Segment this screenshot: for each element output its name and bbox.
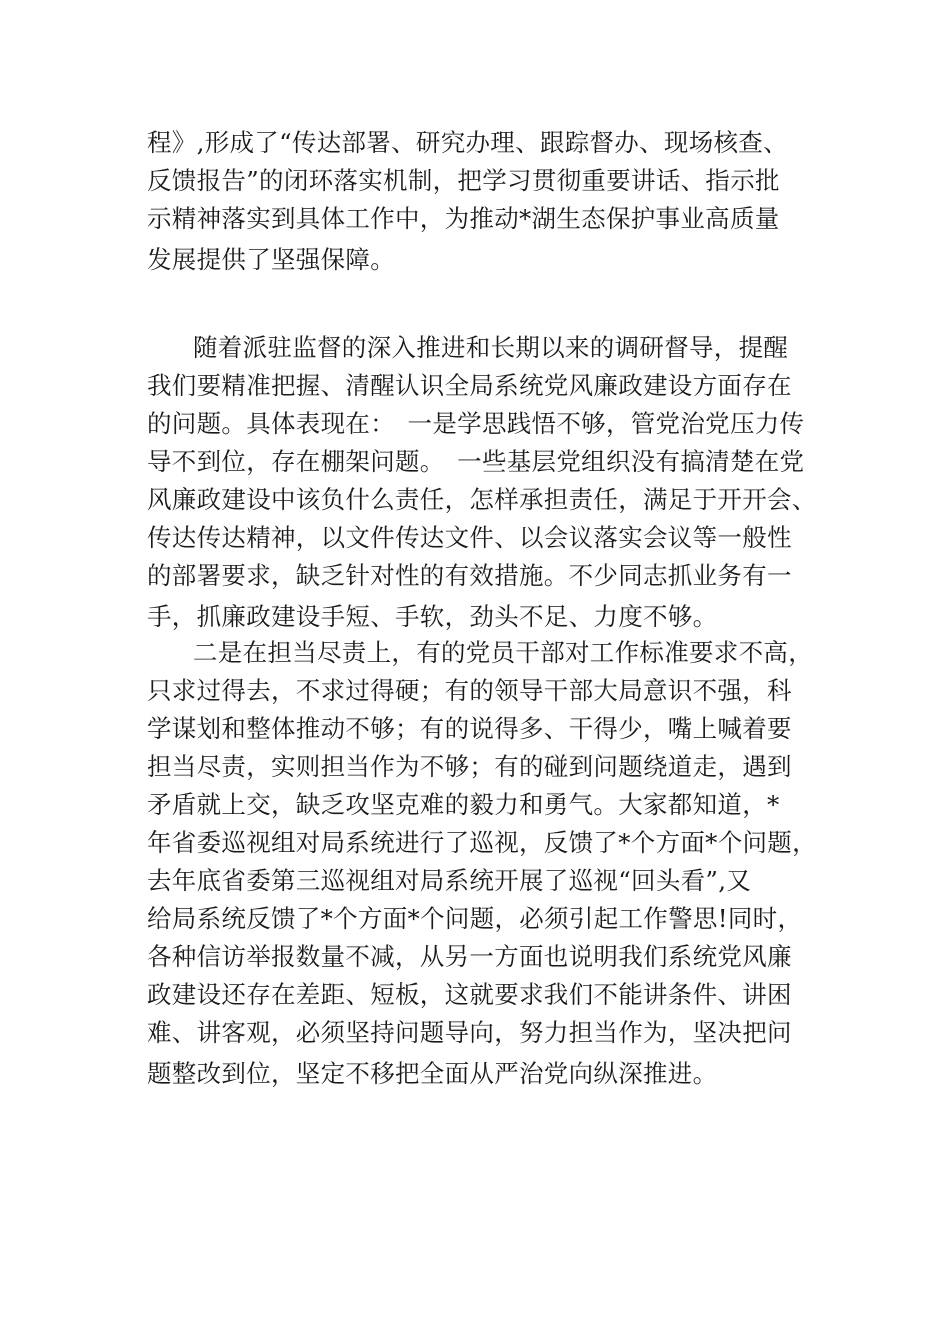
paragraph-line: 发展提供了坚强保障。 (147, 245, 395, 274)
paragraph-line: 导不到位，存在棚架问题。 一些基层党组织没有搞清楚在党 (147, 447, 805, 476)
paragraph-line: 政建设还存在差距、短板，这就要求我们不能讲条件、讲困 (147, 980, 792, 1009)
paragraph-3 (147, 634, 817, 1096)
paragraph-line: 的问题。具体表现在： 一是学思践悟不够，管党治党压力传 (147, 409, 805, 438)
paragraph-line: 我们要精准把握、清醒认识全局系统党风廉政建设方面存在 (147, 371, 792, 400)
paragraph-line: 的部署要求，缺乏针对性的有效措施。不少同志抓业务有一 (147, 561, 792, 590)
paragraph-line: 年省委巡视组对局系统进行了巡视，反馈了*个方面*个问题， (147, 828, 817, 857)
paragraph-line: 学谋划和整体推动不够；有的说得多、干得少，嘴上喊着要 (147, 714, 792, 743)
paragraph-line: 程》,形成了“传达部署、研究办理、跟踪督办、现场核查、 (147, 128, 788, 157)
paragraph-line: 手，抓廉政建设手短、手软，劲头不足、力度不够。 (147, 602, 718, 631)
paragraph-line: 矛盾就上交，缺乏攻坚克难的毅力和勇气。大家都知道，* (147, 790, 780, 819)
paragraph-line: 随着派驻监督的深入推进和长期以来的调研督导，提醒 (193, 333, 789, 362)
paragraph-1 (147, 124, 807, 282)
paragraph-line: 去年底省委第三巡视组对局系统开展了巡视“回头看”,又 (147, 866, 752, 895)
paragraph-line: 只求过得去，不求过得硬；有的领导干部大局意识不强，科 (147, 676, 792, 705)
paragraph-line: 示精神落实到具体工作中，为推动*湖生态保护事业高质量 (147, 204, 780, 233)
paragraph-line: 二是在担当尽责上，有的党员干部对工作标准要求不高， (193, 638, 813, 667)
paragraph-line: 题整改到位，坚定不移把全面从严治党向纵深推进。 (147, 1059, 718, 1088)
paragraph-line: 风廉政建设中该负什么责任，怎样承担责任，满足于开开会、 (147, 485, 817, 514)
paragraph-line: 担当尽责，实则担当作为不够；有的碰到问题绕道走，遇到 (147, 752, 792, 781)
paragraph-line: 难、讲客观，必须坚持问题导向，努力担当作为，坚决把问 (147, 1018, 792, 1047)
paragraph-line: 各种信访举报数量不减，从另一方面也说明我们系统党风廉 (147, 942, 792, 971)
paragraph-line: 反馈报告”的闭环落实机制，把学习贯彻重要讲话、指示批 (147, 166, 780, 195)
paragraph-line: 给局系统反馈了*个方面*个问题，必须引起工作警思!同时， (147, 904, 803, 933)
paragraph-line: 传达传达精神，以文件传达文件、以会议落实会议等一般性 (147, 523, 792, 552)
paragraph-2 (147, 329, 817, 639)
